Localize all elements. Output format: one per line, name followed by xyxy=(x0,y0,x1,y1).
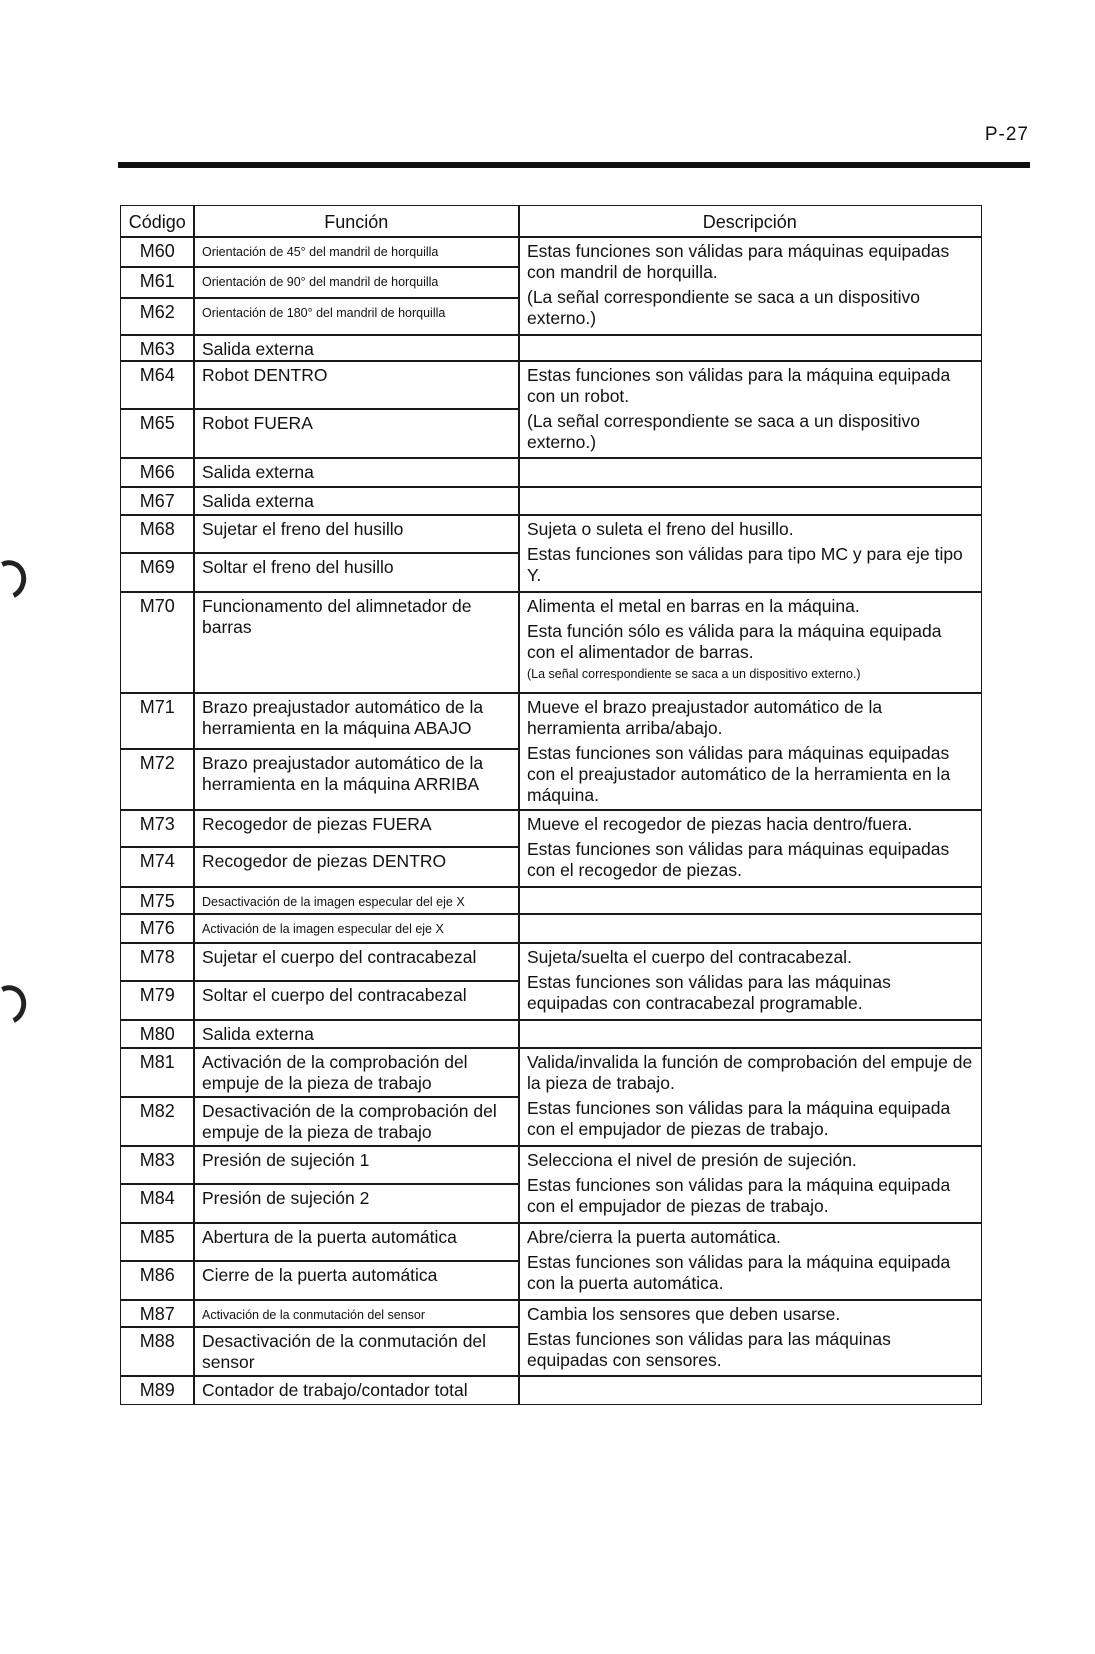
function-cell: Robot DENTRO xyxy=(193,360,520,410)
header-code: Código xyxy=(120,205,195,238)
function-cell: Presión de sujeción 2 xyxy=(193,1183,520,1224)
code-cell: M67 xyxy=(120,486,195,516)
description-paragraph: Esta función sólo es válida para la máquina equipada con el alimentador de barras. xyxy=(527,621,942,662)
header-function: Función xyxy=(193,205,520,238)
function-cell: Desactivación de la conmutación del sensor xyxy=(193,1326,520,1377)
description-paragraph: Estas funciones son válidas para máquinas equipadas con el preajustador automático de la herramienta en la máquina. xyxy=(527,743,951,805)
code-cell: M70 xyxy=(120,591,195,694)
function-cell: Activación de la conmutación del sensor xyxy=(193,1299,520,1328)
code-cell: M85 xyxy=(120,1222,195,1262)
function-cell: Cierre de la puerta automática xyxy=(193,1260,520,1301)
description-paragraph: Estas funciones son válidas para máquinas equipadas con el recogedor de piezas. xyxy=(527,839,950,880)
description-cell xyxy=(518,1047,982,1147)
code-cell: M72 xyxy=(120,748,195,811)
code-cell: M83 xyxy=(120,1145,195,1185)
code-cell: M79 xyxy=(120,980,195,1021)
function-cell: Abertura de la puerta automática xyxy=(193,1222,520,1262)
code-cell: M61 xyxy=(120,266,195,299)
code-cell: M89 xyxy=(120,1375,195,1405)
header-rule xyxy=(118,162,1030,168)
code-cell: M87 xyxy=(120,1299,195,1328)
function-cell: Soltar el freno del husillo xyxy=(193,552,520,593)
function-cell: Soltar el cuerpo del contracabezal xyxy=(193,980,520,1021)
function-cell: Orientación de 180° del mandril de horquilla xyxy=(193,297,520,336)
description-paragraph: Estas funciones son válidas para la máquina equipada con el empujador de piezas de trabajo. xyxy=(527,1098,951,1139)
function-cell: Brazo preajustador automático de la herramienta en la máquina ARRIBA xyxy=(193,748,520,811)
code-cell: M71 xyxy=(120,692,195,750)
function-cell: Sujetar el cuerpo del contracabezal xyxy=(193,942,520,982)
code-cell: M76 xyxy=(120,913,195,944)
code-cell: M88 xyxy=(120,1326,195,1377)
function-cell: Desactivación de la imagen especular del eje X xyxy=(193,886,520,915)
code-cell: M66 xyxy=(120,457,195,488)
function-cell: Sujetar el freno del husillo xyxy=(193,514,520,554)
description-cell xyxy=(518,809,982,888)
description-paragraph: Mueve el brazo preajustador automático de la herramienta arriba/abajo. xyxy=(527,697,883,738)
description-cell xyxy=(518,1375,982,1405)
code-cell: M74 xyxy=(120,846,195,888)
code-cell: M82 xyxy=(120,1096,195,1147)
function-cell: Activación de la comprobación del empuje de la pieza de trabajo xyxy=(193,1047,520,1098)
description-paragraph: Estas funciones son válidas para la máquina equipada con un robot. xyxy=(527,365,951,406)
function-cell: Salida externa xyxy=(193,1019,520,1049)
description-paragraph: Alimenta el metal en barras en la máquina. xyxy=(527,596,860,616)
description-paragraph: Estas funciones son válidas para las máquinas equipadas con sensores. xyxy=(527,1329,891,1370)
description-paragraph: Estas funciones son válidas para la máquina equipada con el empujador de piezas de trabajo. xyxy=(527,1175,951,1216)
code-cell: M75 xyxy=(120,886,195,915)
description-cell xyxy=(518,1019,982,1049)
function-cell: Contador de trabajo/contador total xyxy=(193,1375,520,1405)
code-cell: M86 xyxy=(120,1260,195,1301)
description-paragraph: Mueve el recogedor de piezas hacia dentro/fuera. xyxy=(527,814,913,834)
code-cell: M68 xyxy=(120,514,195,554)
description-cell xyxy=(518,1145,982,1224)
description-paragraph: (La señal correspondiente se saca a un dispositivo externo.) xyxy=(527,667,861,681)
function-cell: Recogedor de piezas FUERA xyxy=(193,809,520,848)
description-paragraph: Valida/invalida la función de comprobación del empuje de la pieza de trabajo. xyxy=(527,1052,973,1093)
description-paragraph: Estas funciones son válidas para máquinas equipadas con mandril de horquilla. xyxy=(527,241,950,282)
function-cell: Orientación de 90° del mandril de horquilla xyxy=(193,266,520,299)
description-cell xyxy=(518,486,982,516)
code-cell: M63 xyxy=(120,334,195,362)
description-cell xyxy=(518,236,982,336)
function-cell: Recogedor de piezas DENTRO xyxy=(193,846,520,888)
code-cell: M84 xyxy=(120,1183,195,1224)
description-paragraph: Abre/cierra la puerta automática. xyxy=(527,1227,781,1247)
description-paragraph: Estas funciones son válidas para tipo MC y para eje tipo Y. xyxy=(527,544,963,585)
function-cell: Brazo preajustador automático de la herramienta en la máquina ABAJO xyxy=(193,692,520,750)
function-cell: Funcionamento del alimnetador de barras xyxy=(193,591,520,694)
code-cell: M73 xyxy=(120,809,195,848)
binding-hole-mark xyxy=(0,555,32,605)
function-cell: Salida externa xyxy=(193,486,520,516)
header-description: Descripción xyxy=(518,205,982,238)
description-cell xyxy=(518,1222,982,1301)
description-cell xyxy=(518,334,982,362)
description-paragraph: Estas funciones son válidas para la máquina equipada con la puerta automática. xyxy=(527,1252,951,1293)
code-cell: M80 xyxy=(120,1019,195,1049)
description-paragraph: Cambia los sensores que deben usarse. xyxy=(527,1304,841,1324)
function-cell: Desactivación de la comprobación del empuje de la pieza de trabajo xyxy=(193,1096,520,1147)
function-cell: Salida externa xyxy=(193,457,520,488)
function-cell: Presión de sujeción 1 xyxy=(193,1145,520,1185)
description-cell xyxy=(518,457,982,488)
function-cell: Salida externa xyxy=(193,334,520,362)
binding-hole-mark xyxy=(0,980,32,1030)
description-cell xyxy=(518,591,982,694)
code-cell: M62 xyxy=(120,297,195,336)
description-paragraph: Sujeta/suelta el cuerpo del contracabezal. xyxy=(527,947,852,967)
function-cell: Robot FUERA xyxy=(193,408,520,459)
description-cell xyxy=(518,1299,982,1377)
description-paragraph: Selecciona el nivel de presión de sujeción. xyxy=(527,1150,857,1170)
code-cell: M65 xyxy=(120,408,195,459)
description-cell xyxy=(518,514,982,593)
page-number: P-27 xyxy=(984,124,1029,145)
code-cell: M69 xyxy=(120,552,195,593)
code-cell: M64 xyxy=(120,360,195,410)
code-cell: M78 xyxy=(120,942,195,982)
code-cell: M81 xyxy=(120,1047,195,1098)
description-paragraph: Sujeta o suleta el freno del husillo. xyxy=(527,519,794,539)
function-cell: Activación de la imagen especular del eje X xyxy=(193,913,520,944)
description-paragraph: (La señal correspondiente se saca a un dispositivo externo.) xyxy=(527,411,921,452)
description-cell xyxy=(518,692,982,811)
description-paragraph: Estas funciones son válidas para las máquinas equipadas con contracabezal programable. xyxy=(527,972,891,1013)
function-cell: Orientación de 45° del mandril de horquilla xyxy=(193,236,520,268)
description-cell xyxy=(518,886,982,915)
description-cell xyxy=(518,360,982,459)
code-cell: M60 xyxy=(120,236,195,268)
description-cell xyxy=(518,913,982,944)
description-cell xyxy=(518,942,982,1021)
description-paragraph: (La señal correspondiente se saca a un dispositivo externo.) xyxy=(527,287,921,328)
